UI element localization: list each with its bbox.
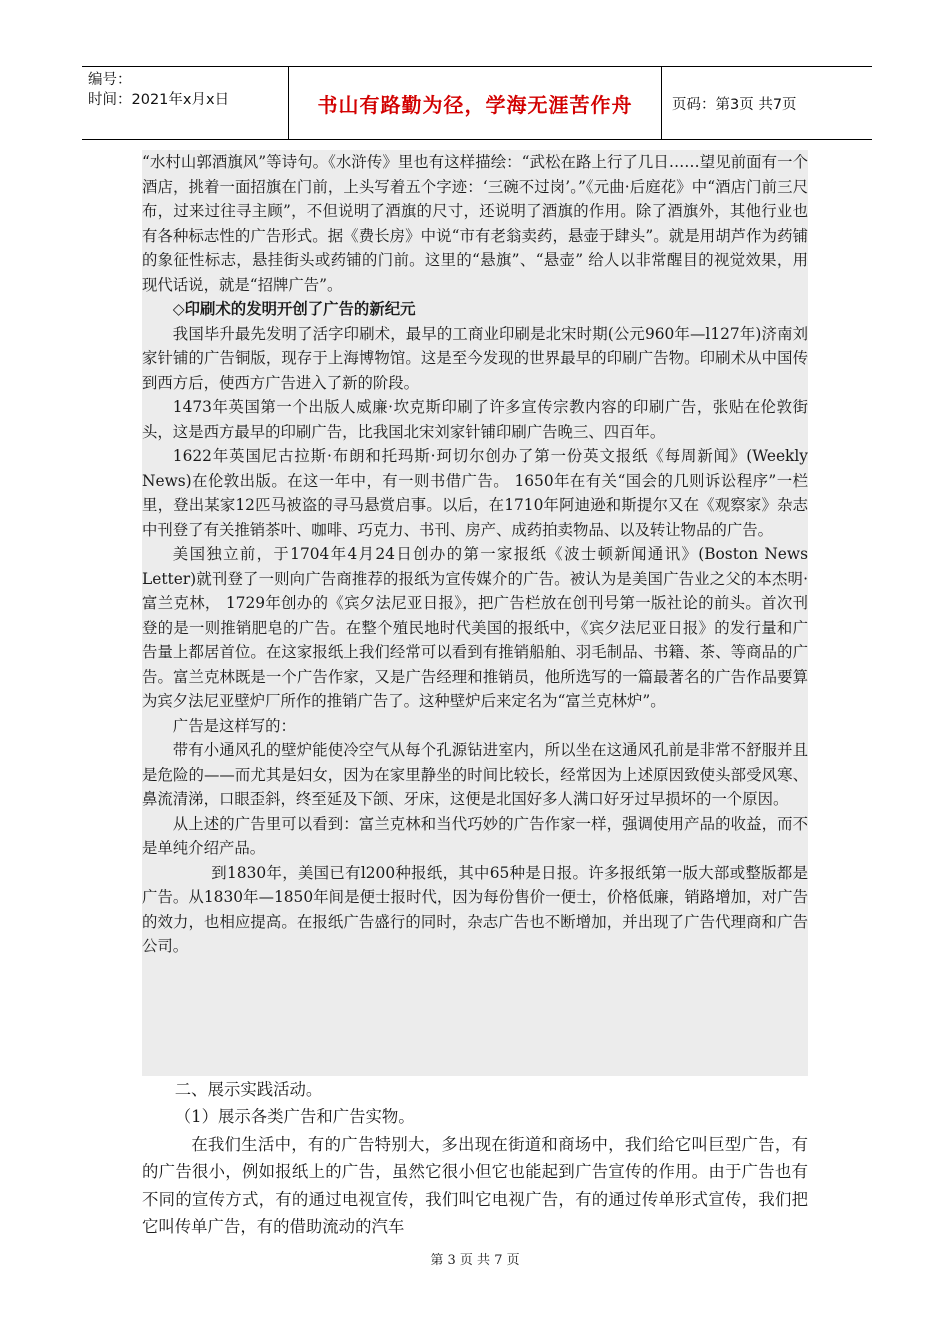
- paragraph-5: 美国独立前，于1704年4月24日创办的第一家报纸《波士顿新闻通讯》(Boston News Letter)就刊登了一则向广告商推荐的报纸为宣传媒介的广告。被认为是美国广告业之父的本杰明·富兰克林， 1729年创办的《宾夕法尼亚日报》，把广告栏放在创刊号第一版社论的前头。首次刊登的是一则推销肥皂的广告。在整个殖民地时代美国的报纸中，《宾夕法尼亚日报》的发行量和广告量上都居首位。在这家报纸上我们经常可以看到有推销船舶、羽毛制品、书籍、茶、等商品的广告。富兰克林既是一个广告作家，又是广告经理和推销员，他所选写的一篇最著名的广告作品要算为宾夕法尼亚壁炉厂所作的推销广告了。这种壁炉后来定名为“富兰克林炉”。: [142, 545, 808, 710]
- page-footer: 第 3 页 共 7 页: [430, 1253, 520, 1268]
- paragraph-9: 到1830年，美国已有l200种报纸，其中65种是日报。许多报纸第一版大部或整版都是广告。从1830年—1850年间是便士报时代，因为每份售价一便士，价格低廉，销路增加，对广告的效力，也相应提高。在报纸广告盛行的同时，杂志广告也不断增加，并出现了广告代理商和广告公司。: [142, 863, 808, 955]
- header-motto: 书山有路勤为径，学海无涯苦作舟: [288, 67, 662, 139]
- main-content: [142, 150, 808, 1076]
- paragraph-3: 1473年英国第一个出版人威廉·坎克斯印刷了许多宣传宗教内容的印刷广告，张贴在伦敦街头，这是西方最早的印刷广告，比我国北宋刘家针铺印刷广告晚三、四百年。: [142, 398, 808, 441]
- paragraph-10: 在我们生活中，有的广告特别大，多出现在街道和商场中，我们给它叫巨型广告，有的广告很小，例如报纸上的广告，虽然它很小但它也能起到广告宣传的作用。由于广告也有不同的宣传方式，有的通过电视宣传，我们叫它电视广告，有的通过传单形式宣传，我们把它叫传单广告，有的借助流动的汽车: [142, 1134, 808, 1237]
- section-title: 二、展示实践活动。: [174, 1080, 323, 1099]
- section-heading: ◇印刷术的发明开创了广告的新纪元: [172, 300, 416, 318]
- header-info: [82, 67, 288, 139]
- subsection-title: （1）展示各类广告和广告实物。: [174, 1107, 415, 1127]
- number-label: 编号：: [88, 72, 132, 88]
- paragraph-6: 广告是这样写的：: [172, 716, 296, 735]
- paragraph-4: 1622年英国尼古拉斯·布朗和托玛斯·珂切尔创办了第一份英文报纸《每周新闻》(Weekly News)在伦敦出版。在这一年中，有一则书借广告。 1650年在有关“国会的几则诉讼程序”一栏里，登出某家12匹马被盗的寻马悬赏启事。以后，在1710年阿迪逊和斯提尔又在《观察家》杂志中刊登了有关推销茶叶、咖啡、巧克力、书刊、房产、成药拍卖物品、以及转让物品的广告。: [142, 447, 808, 539]
- practice-section: [142, 1076, 808, 1240]
- page-header: [82, 66, 872, 140]
- paragraph-7: 带有小通风孔的壁炉能使冷空气从每个孔源钻进室内，所以坐在这通风孔前是非常不舒服并且是危险的——而尤其是妇女，因为在家里静坐的时间比较长，经常因为上述原因致使头部受风寒、鼻流清涕，口眼歪斜，终至延及下颌、牙床，这便是北国好多人满口好牙过早损坏的一个原因。: [142, 741, 808, 808]
- paragraph-2: 我国毕升最先发明了活字印刷术，最早的工商业印刷是北宋时期(公元960年—l127年)济南刘家针铺的广告铜版，现存于上海博物馆。这是至今发现的世界最早的印刷广告物。印刷术从中国传到西方后，使西方广告进入了新的阶段。: [142, 324, 808, 392]
- paragraph-1: “水村山郭酒旗风”等诗句。《水浒传》里也有这样描绘：“武松在路上行了几日……望见前面有一个酒店，挑着一面招旗在门前，上头写着五个字迹：‘三碗不过岗’。”《元曲·后庭花》中“酒店门前三尺布，过来过往寻主顾”，不但说明了酒旗的尺寸，还说明了酒旗的作用。除了酒旗外，其他行业也有各种标志性的广告形式。据《费长房》中说“市有老翁卖药，悬壶于肆头”。就是用胡芦作为药铺的象征性标志，悬挂街头或药铺的门前。这里的“悬旗”、“悬壶” 给人以非常醒目的视觉效果，用现代话说，就是“招牌广告”。: [142, 153, 808, 294]
- paragraph-8: 从上述的广告里可以看到：富兰克林和当代巧妙的广告作家一样，强调使用产品的收益，而不是单纯介绍产品。: [142, 814, 808, 857]
- date-label: 时间：2021年x月x日: [88, 92, 230, 108]
- header-page-label: 页码：第3页 共7页: [672, 96, 797, 113]
